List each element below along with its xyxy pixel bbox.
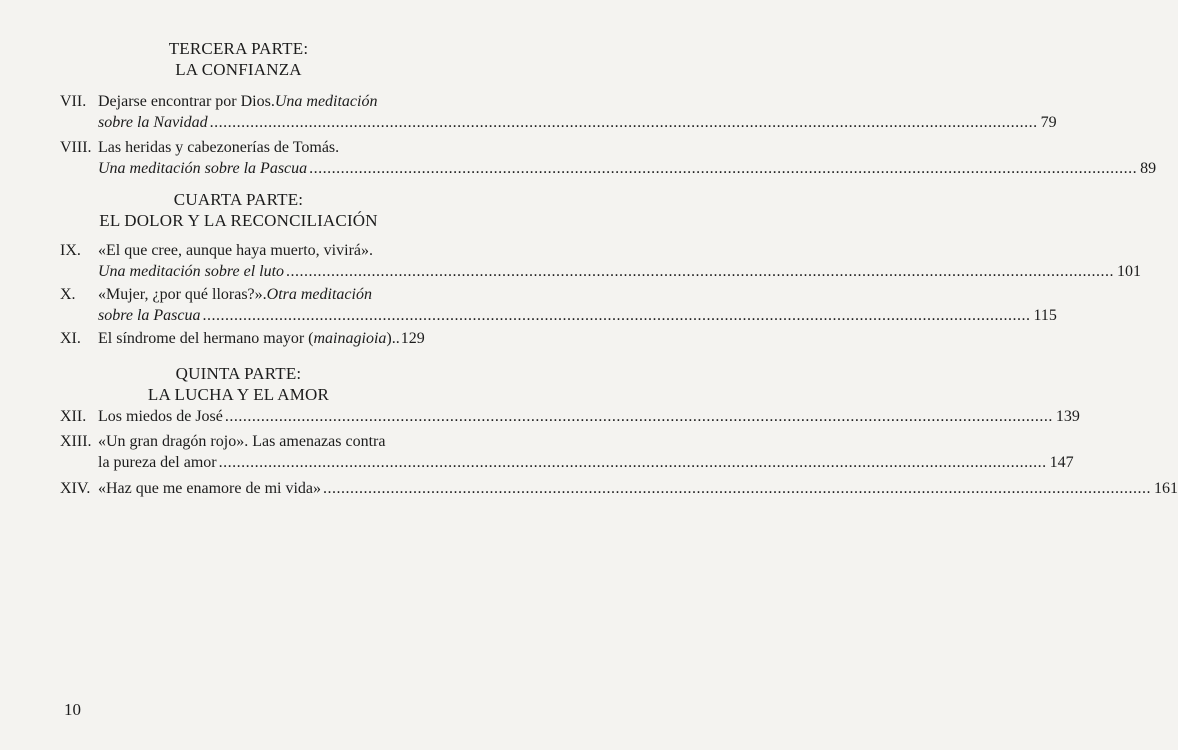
chapter-number: XIII. [60,433,92,450]
dot-leader [203,305,1031,326]
chapter-title: El síndrome del hermano mayor ( [98,330,314,347]
chapter-number: XII. [60,408,87,425]
part-title: LA LUCHA Y EL AMOR [147,385,330,404]
chapter-number: VII. [60,93,87,110]
chapter-number: IX. [60,242,81,259]
dot-leader [309,158,1137,179]
chapter-subtitle-cont: sobre la Navidad [98,114,208,131]
chapter-title: «Haz que me enamore de mi vida» [98,480,322,497]
dot-leader [286,261,1114,282]
chapter-title: Dejarse encontrar por Dios. [98,93,275,110]
chapter-subtitle: Una meditación sobre el luto [98,263,285,280]
chapter-title: «El que cree, aunque haya muerto, vivirá». [98,242,373,259]
chapter-title-end: ).. [386,330,400,347]
dot-leader [210,112,1038,133]
folio-page-number: 10 [64,700,81,719]
part-title: EL DOLOR Y LA RECONCILIACIÓN [99,211,378,230]
chapter-subtitle: Una meditación sobre la Pascua [98,160,308,177]
chapter-title: «Mujer, ¿por qué lloras?». [98,286,267,303]
chapter-subtitle: Otra meditación [266,286,372,303]
chapter-title: Los miedos de José [98,408,223,425]
chapter-number: XI. [60,330,81,347]
chapter-subtitle-cont: sobre la Pascua [98,307,201,324]
chapter-title: Las heridas y cabezonerías de Tomás. [98,139,340,156]
page-number: 115 [1033,307,1057,324]
part-heading [60,363,417,405]
chapter-subtitle: Una meditación [274,93,378,110]
part-heading [60,38,417,80]
page-number: 129 [400,330,425,347]
page-number: 161 [1154,480,1178,497]
dot-leader [219,452,1047,473]
part-title: LA CONFIANZA [175,60,302,79]
chapter-title: «Un gran dragón rojo». Las amenazas contra [98,433,386,450]
part-number: CUARTA PARTE: [173,190,304,209]
page-number: 147 [1049,454,1074,471]
chapter-subtitle: la pureza del amor [98,454,217,471]
chapter-number: XIV. [60,480,91,497]
page-number: 89 [1140,160,1157,177]
chapter-number: X. [60,286,76,303]
page-number: 79 [1040,114,1057,131]
dot-leader [225,406,1053,427]
part-number: QUINTA PARTE: [175,364,302,383]
part-heading [60,189,417,231]
chapter-number: VIII. [60,139,92,156]
part-number: TERCERA PARTE: [168,39,309,58]
chapter-title-italic: mainagioia [313,330,387,347]
page-number: 139 [1055,408,1080,425]
dot-leader [323,478,1151,499]
page-number: 101 [1117,263,1142,280]
